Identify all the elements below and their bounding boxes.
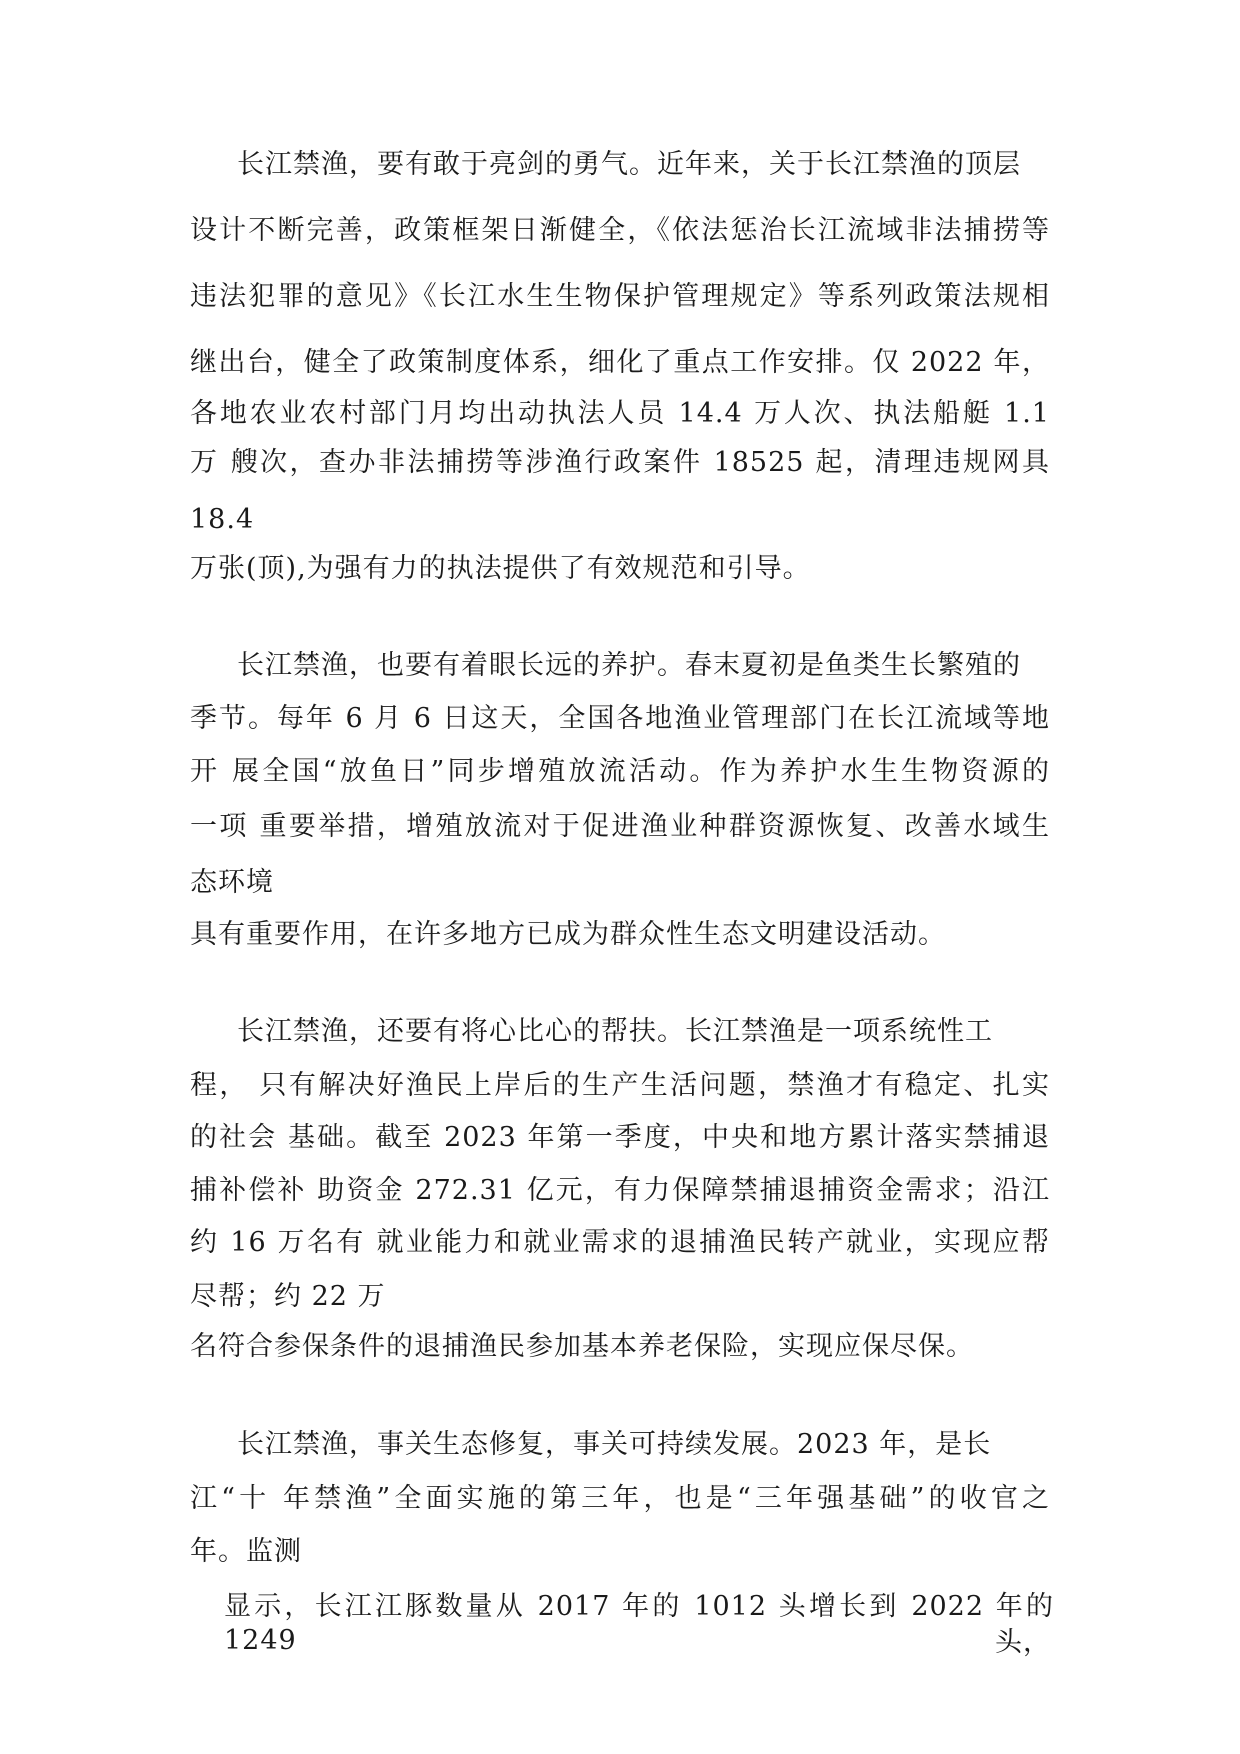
paragraph-line: 江“十 年禁渔”全面实施的第三年，也是“三年强基础”的收官之 bbox=[190, 1483, 1050, 1514]
paragraph-line: 的社会 基础。截至 2023 年第一季度，中央和地方累计落实禁捕退 bbox=[190, 1122, 1050, 1153]
paragraph-line: 设计不断完善，政策框架日渐健全，《依法惩治长江流域非法捕捞等 bbox=[190, 215, 1050, 246]
paragraph-line: 季节。每年 6 月 6 日这天，全国各地渔业管理部门在长江流域等地 bbox=[190, 703, 1050, 734]
paragraph-line: 长江禁渔，也要有着眼长远的养护。春末夏初是鱼类生长繁殖的 bbox=[237, 650, 1021, 681]
paragraph-line: 长江禁渔，事关生态修复，事关可持续发展。2023 年，是长 bbox=[237, 1429, 992, 1460]
paragraph-line: 态环境 bbox=[190, 867, 274, 898]
paragraph-line: 年。监测 bbox=[190, 1536, 302, 1567]
paragraph-line: 长江禁渔，还要有将心比心的帮扶。长江禁渔是一项系统性工 bbox=[237, 1016, 993, 1047]
paragraph-line: 开 展全国“放鱼日”同步增殖放流活动。作为养护水生生物资源的 bbox=[190, 756, 1050, 787]
paragraph-line: 名符合参保条件的退捕渔民参加基本养老保险，实现应保尽保。 bbox=[190, 1331, 974, 1362]
paragraph-line: 18.4 bbox=[190, 504, 255, 535]
paragraph-line: 约 16 万名有 就业能力和就业需求的退捕渔民转产就业，实现应帮 bbox=[190, 1227, 1050, 1258]
paragraph-line: 显示，长江江豚数量从 2017 年的 1012 头增长到 2022 年的 1249 bbox=[224, 1591, 1054, 1656]
paragraph-line: 继出台，健全了政策制度体系，细化了重点工作安排。仅 2022 年， bbox=[190, 347, 1050, 378]
paragraph-line: 头， bbox=[995, 1627, 1051, 1658]
paragraph-line: 捕补偿补 助资金 272.31 亿元，有力保障禁捕退捕资金需求；沿江 bbox=[190, 1175, 1050, 1206]
paragraph-line: 各地农业农村部门月均出动执法人员 14.4 万人次、执法船艇 1.1 bbox=[190, 398, 1050, 429]
paragraph-line: 万 艘次，查办非法捕捞等涉渔行政案件 18525 起，清理违规网具 bbox=[190, 447, 1050, 478]
paragraph-line: 长江禁渔，要有敢于亮剑的勇气。近年来，关于长江禁渔的顶层 bbox=[237, 149, 1021, 180]
paragraph-line: 尽帮；约 22 万 bbox=[190, 1281, 386, 1312]
paragraph-line: 一项 重要举措，增殖放流对于促进渔业种群资源恢复、改善水域生 bbox=[190, 811, 1050, 842]
paragraph-line: 程， 只有解决好渔民上岸后的生产生活问题，禁渔才有稳定、扎实 bbox=[190, 1070, 1050, 1101]
paragraph-line: 万张(顶),为强有力的执法提供了有效规范和引导。 bbox=[190, 553, 811, 584]
paragraph-line: 具有重要作用，在许多地方已成为群众性生态文明建设活动。 bbox=[190, 919, 946, 950]
paragraph-line: 违法犯罪的意见》《长江水生生物保护管理规定》等系列政策法规相 bbox=[190, 281, 1050, 312]
